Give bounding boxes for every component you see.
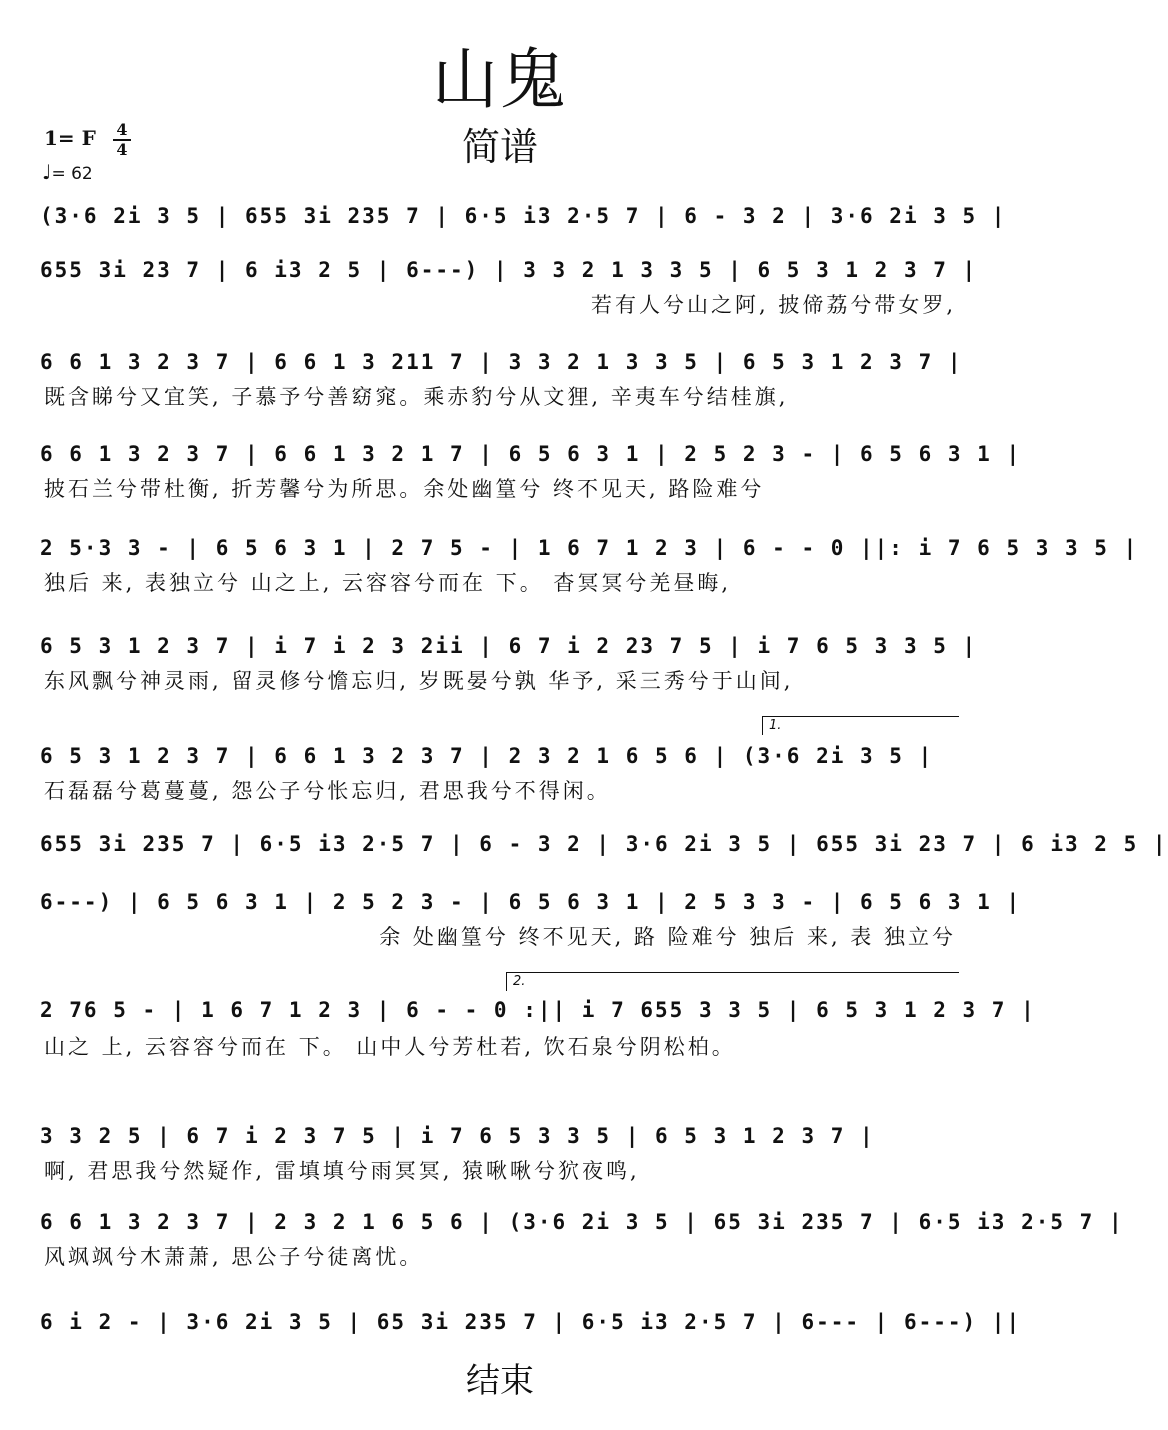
lyric-line: 余 处幽篁兮 终不见天, 路 险难兮 独后 来, 表 独立兮 [379,925,956,949]
staff-line: 655 3i 23 7 | 6 i3 2 5 | 6---) | 3 3 2 1 3 3 5 | 6 5 3 1 2 3 7 | [40,258,978,282]
quarter-note-icon: ♩ [42,160,52,184]
lyric-line: 石磊磊兮葛蔓蔓, 怨公子兮怅忘归, 君思我兮不得闲。 [44,779,611,803]
staff-line: 6 6 1 3 2 3 7 | 6 6 1 3 211 7 | 3 3 2 1 3 3 5 | 6 5 3 1 2 3 7 | [40,350,963,374]
staff-line: 6 5 3 1 2 3 7 | 6 6 1 3 2 3 7 | 2 3 2 1 6 5 6 | (3·6 2i 3 5 | [40,744,934,768]
staff-line: 2 76 5 - | 1 6 7 1 2 3 | 6 - - 0 :|| i 7 655 3 3 5 | 6 5 3 1 2 3 7 | [40,998,1036,1022]
staff-line: 2 5·3 3 - | 6 5 6 3 1 | 2 7 5 - | 1 6 7 1 2 3 | 6 - - 0 ||: i 7 6 5 3 3 5 | [40,536,1139,560]
lyric-line: 若有人兮山之阿, 披偙荔兮带女罗, [590,293,956,317]
staff-line: 3 3 2 5 | 6 7 i 2 3 7 5 | i 7 6 5 3 3 5 | 6 5 3 1 2 3 7 | [40,1124,875,1148]
time-signature-bottom: 4 [116,140,128,159]
tempo-value: = 62 [51,164,93,184]
second-ending-bracket: 2. [506,972,959,991]
lyric-line: 独后 来, 表独立兮 山之上, 云容容兮而在 下。 杳冥冥兮羌昼晦, [44,571,732,595]
lyric-line: 东风飘兮神灵雨, 留灵修兮憺忘归, 岁既晏兮孰 华予, 采三秀兮于山间, [44,669,794,693]
lyric-line: 既含睇兮又宜笑, 子慕予兮善窈窕。乘赤豹兮从文狸, 辛夷车兮结桂旗, [44,385,789,409]
first-ending-bracket: 1. [762,716,959,735]
page-subtitle: 简谱 [461,125,538,169]
lyric-line: 披石兰兮带杜衡, 折芳馨兮为所思。余处幽篁兮 终不见天, 路险难兮 [44,477,765,501]
lyric-line: 山之 上, 云容容兮而在 下。 山中人兮芳杜若, 饮石泉兮阴松柏。 [44,1035,736,1059]
staff-line: 6 5 3 1 2 3 7 | i 7 i 2 3 2ii | 6 7 i 2 23 7 5 | i 7 6 5 3 3 5 | [40,634,978,658]
staff-line: 6 6 1 3 2 3 7 | 6 6 1 3 2 1 7 | 6 5 6 3 1 | 2 5 2 3 - | 6 5 6 3 1 | [40,442,1022,466]
staff-line: 6 i 2 - | 3·6 2i 3 5 | 65 3i 235 7 | 6·5 i3 2·5 7 | 6--- | 6---) || [40,1310,1022,1334]
lyric-line: 风飒飒兮木萧萧, 思公子兮徒离忧。 [44,1245,424,1269]
page-title: 山鬼 [432,41,568,118]
lyric-line: 啊, 君思我兮然疑作, 雷填填兮雨冥冥, 猿啾啾兮狖夜鸣, [44,1159,640,1183]
staff-line: 6 6 1 3 2 3 7 | 2 3 2 1 6 5 6 | (3·6 2i 3 5 | 65 3i 235 7 | 6·5 i3 2·5 7 | [40,1210,1124,1234]
ending-text: 结束 [466,1361,534,1401]
time-signature-top: 4 [116,120,128,139]
key-signature: 1= F [44,126,96,150]
staff-line: 655 3i 235 7 | 6·5 i3 2·5 7 | 6 - 3 2 | 3·6 2i 3 5 | 655 3i 23 7 | 6 i3 2 5 | [40,832,1168,856]
staff-line: (3·6 2i 3 5 | 655 3i 235 7 | 6·5 i3 2·5 7 | 6 - 3 2 | 3·6 2i 3 5 | [40,204,1007,228]
time-signature [113,122,131,158]
staff-line: 6---) | 6 5 6 3 1 | 2 5 2 3 - | 6 5 6 3 1 | 2 5 3 3 - | 6 5 6 3 1 | [40,890,1022,914]
tempo-marking [42,160,93,184]
